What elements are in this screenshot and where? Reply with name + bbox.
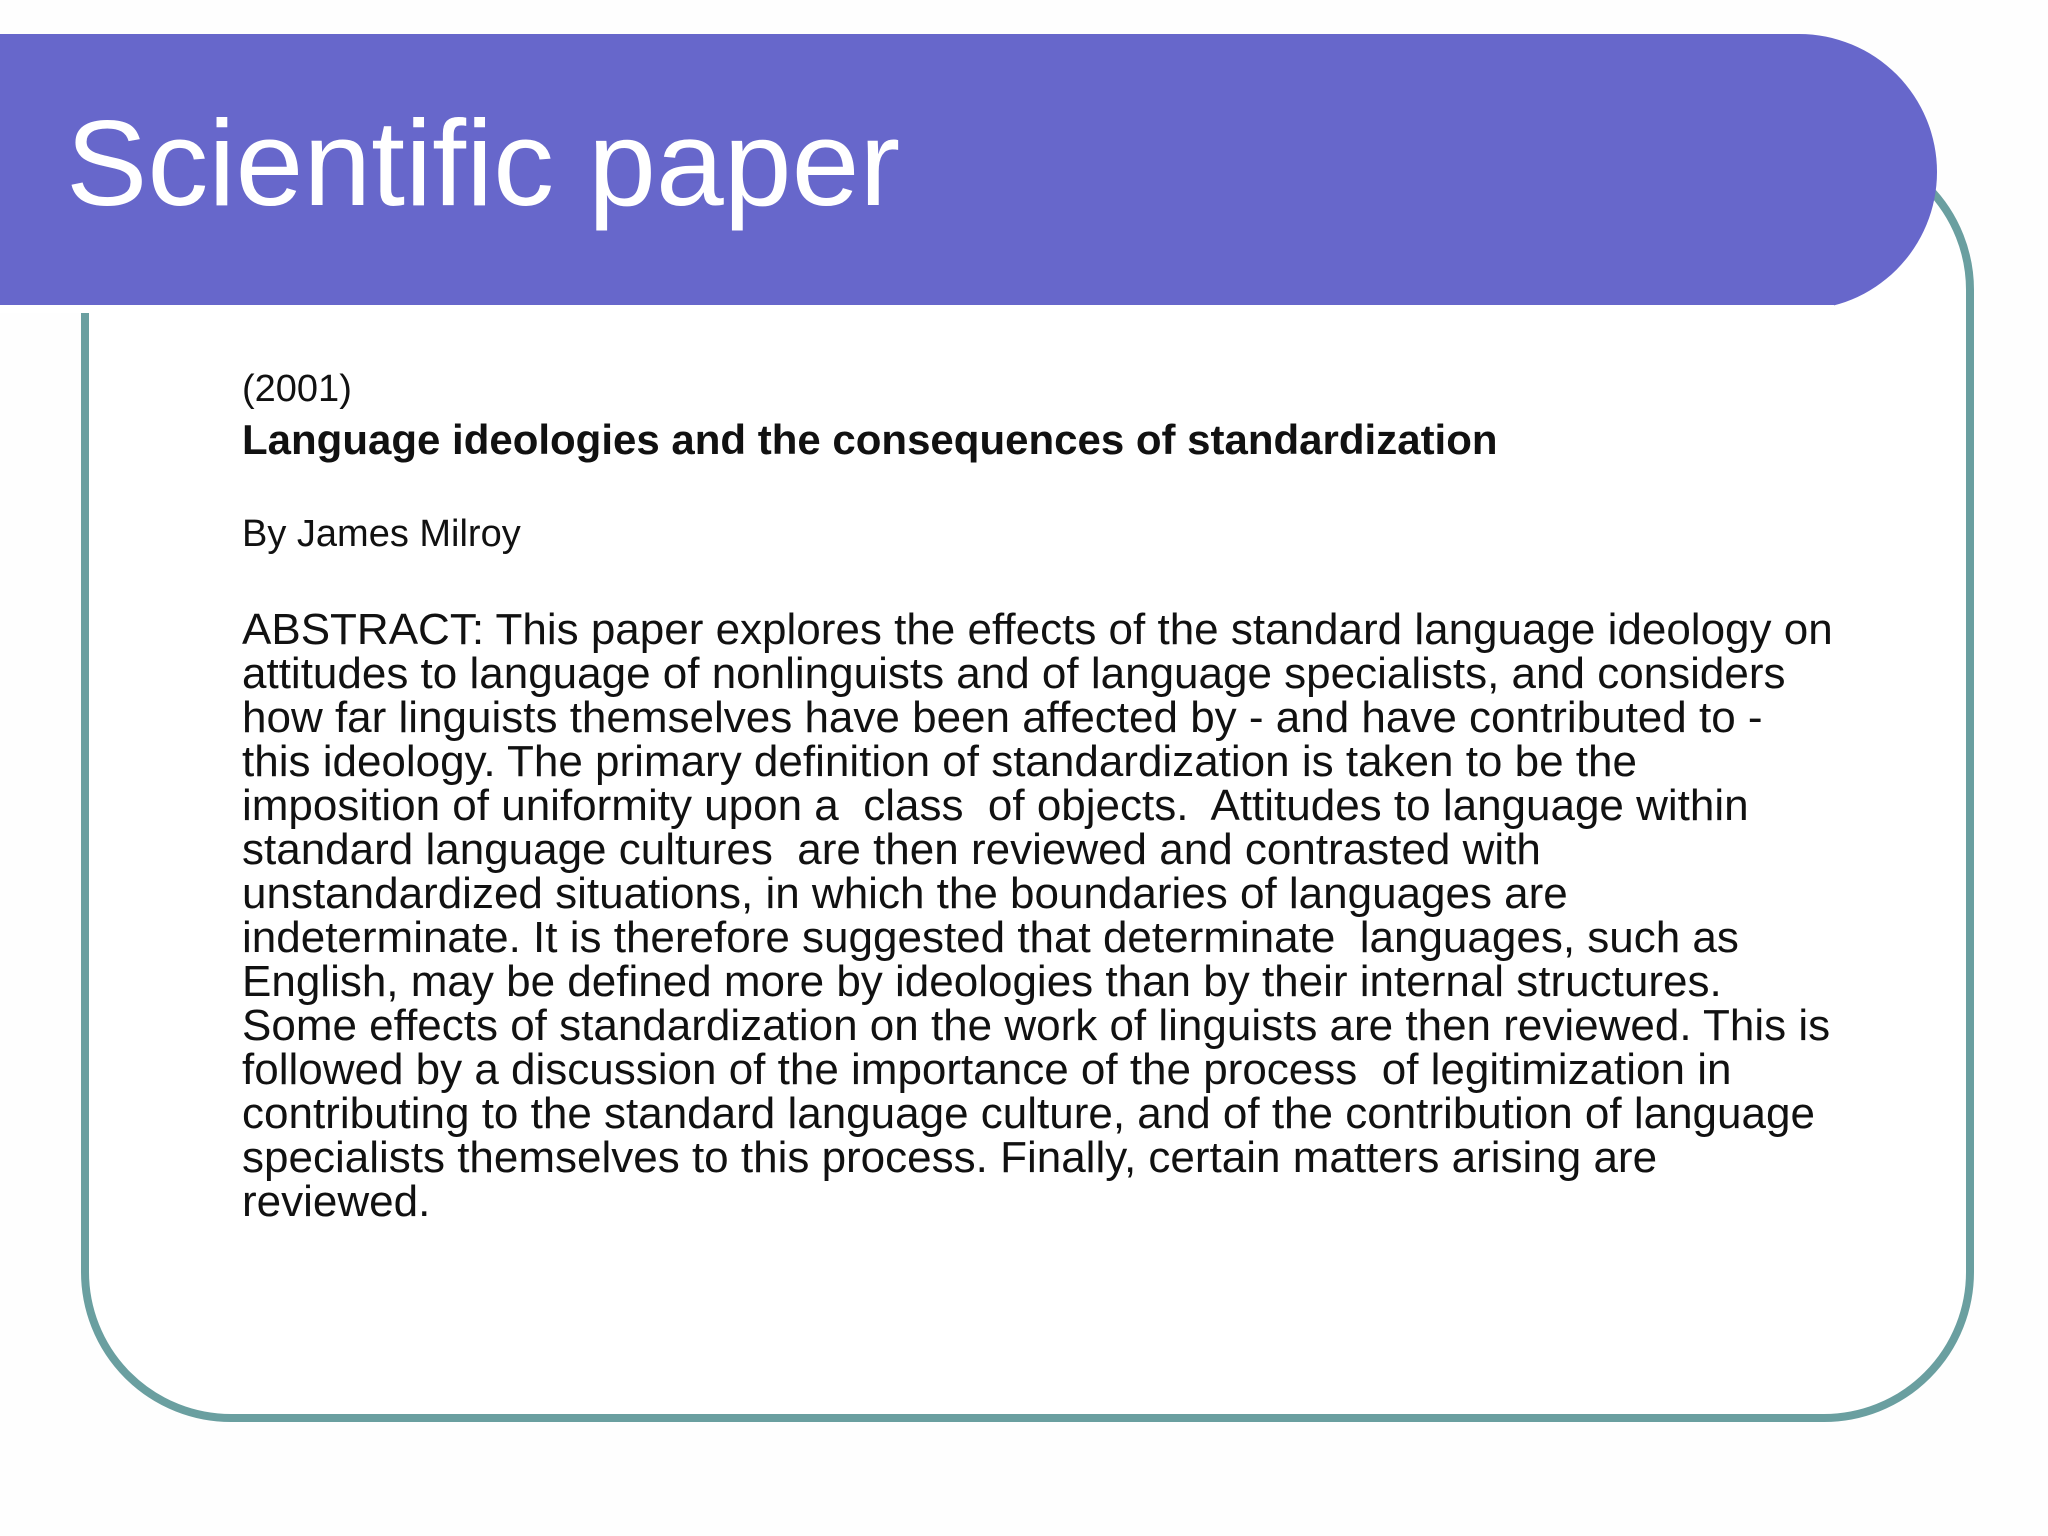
abstract-line: this ideology. The primary definition of standardization is taken to be the (242, 737, 1637, 786)
abstract-line: standard language cultures are then reviewed and contrasted with (242, 825, 1541, 874)
abstract-line: Some effects of standardization on the work of linguists are then reviewed. This is (242, 1001, 1831, 1050)
title-divider (0, 305, 1834, 313)
paper-title: Language ideologies and the consequences of standardization (242, 416, 1498, 463)
abstract-line: English, may be defined more by ideologies than by their internal structures. (242, 957, 1722, 1006)
abstract-line: imposition of uniformity upon a class of objects. Attitudes to language within (242, 781, 1749, 830)
abstract-line: reviewed. (242, 1177, 431, 1226)
slide-title: Scientific paper (66, 95, 901, 231)
paper-year: (2001) (242, 368, 352, 410)
paper-info (242, 365, 1922, 1224)
abstract-line: followed by a discussion of the importance of the process of legitimization in (242, 1045, 1732, 1094)
paper-author: By James Milroy (242, 513, 521, 555)
abstract-line: unstandardized situations, in which the boundaries of languages are (242, 869, 1568, 918)
abstract-line: ABSTRACT: This paper explores the effects of the standard language ideology on (242, 605, 1833, 654)
abstract-line: indeterminate. It is therefore suggested that determinate languages, such as (242, 913, 1739, 962)
abstract-line: attitudes to language of nonlinguists and of language specialists, and considers (242, 649, 1786, 698)
abstract-line: how far linguists themselves have been affected by - and have contributed to - (242, 693, 1763, 742)
paper-abstract (242, 605, 1922, 1226)
abstract-line: specialists themselves to this process. Finally, certain matters arising are (242, 1133, 1658, 1182)
abstract-line: contributing to the standard language culture, and of the contribution of language (242, 1089, 1815, 1138)
